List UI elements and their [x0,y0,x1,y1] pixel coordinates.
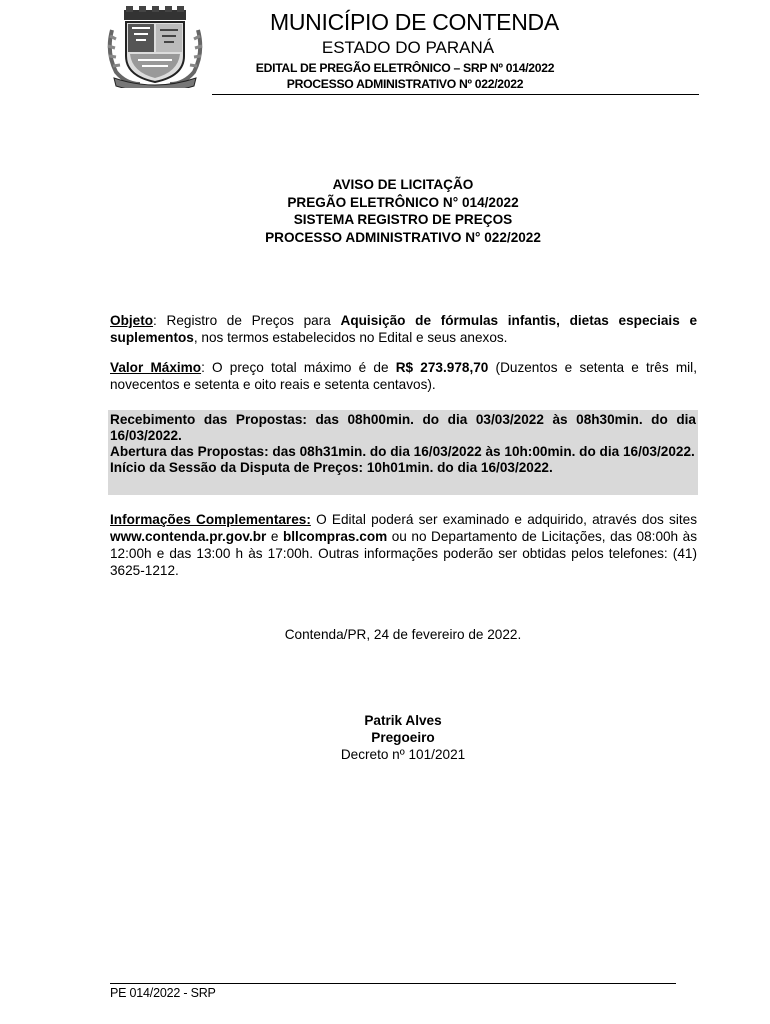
info-paragraph [110,511,697,579]
objeto-paragraph [110,312,697,346]
municipality-title: MUNICÍPIO DE CONTENDA [270,9,559,35]
signer-name: Patrik Alves [364,713,442,728]
coat-of-arms-icon [104,6,206,88]
signer-decree: Decreto nº 101/2021 [340,747,466,762]
edital-reference: EDITAL DE PREGÃO ELETRÔNICO – SRP Nº 014/2022 [255,61,555,75]
site-link-bll[interactable]: bllcompras.com [282,529,388,544]
processo-reference: PROCESSO ADMINISTRATIVO Nº 022/2022 [286,77,524,91]
signer-role: Pregoeiro [371,730,435,745]
notice-heading [110,176,696,246]
objeto-label: Objeto [110,313,154,328]
place-date: Contenda/PR, 24 de fevereiro de 2022. [284,627,522,642]
dates-block [108,410,698,495]
inicio-line: Início da Sessão da Disputa de Preços: 10h01min. do dia 16/03/2022. [110,460,553,475]
valor-text-2: (Duzentos e setenta e três mil, novecentos e setenta e oito reais e setenta centavos). [110,360,697,392]
recebimento-line: Recebimento das Propostas: das 08h00min. do dia 03/03/2022 às 08h30min. do dia 16/03/2022. [110,412,696,443]
objeto-bold: Aquisição de fórmulas infantis, dietas especiais e suplementos [110,313,698,345]
info-text-2: e [266,529,283,544]
header-divider [212,94,699,95]
state-subtitle: ESTADO DO PARANÁ [321,38,495,57]
valor-label: Valor Máximo [110,360,202,375]
info-text-3: ou no Departamento de Licitações, das 08:00h às 12:00h e das 13:00 h às 17:00h. Outras informações poderão ser obtidas pelos telefones: (41) 3625-1212. [110,529,698,578]
process-number: PROCESSO ADMINISTRATIVO N° 022/2022 [265,229,541,245]
valor-amount: R$ 273.978,70 [395,360,489,375]
valor-paragraph [110,359,697,393]
info-label: Informações Complementares: [110,512,311,527]
objeto-text-2: , nos termos estabelecidos no Edital e seus anexos. [193,330,508,345]
document-header [0,0,770,96]
footer-reference: PE 014/2022 - SRP [110,986,216,1000]
site-link-contenda[interactable]: www.contenda.pr.gov.br [110,529,267,544]
valor-text-1: : O preço total máximo é de [201,360,396,375]
abertura-line: Abertura das Propostas: das 08h31min. do dia 16/03/2022 às 10h:00min. do dia 16/03/2022. [110,444,695,459]
pregao-number: PREGÃO ELETRÔNICO N° 014/2022 [287,194,519,210]
info-text-1: O Edital poderá ser examinado e adquirido, através dos sites [310,512,697,527]
registration-system: SISTEMA REGISTRO DE PREÇOS [293,212,513,227]
objeto-text-1: : Registro de Preços para [153,313,341,328]
footer-divider [110,983,676,984]
signature-block [110,712,696,763]
notice-title: AVISO DE LICITAÇÃO [332,177,474,192]
